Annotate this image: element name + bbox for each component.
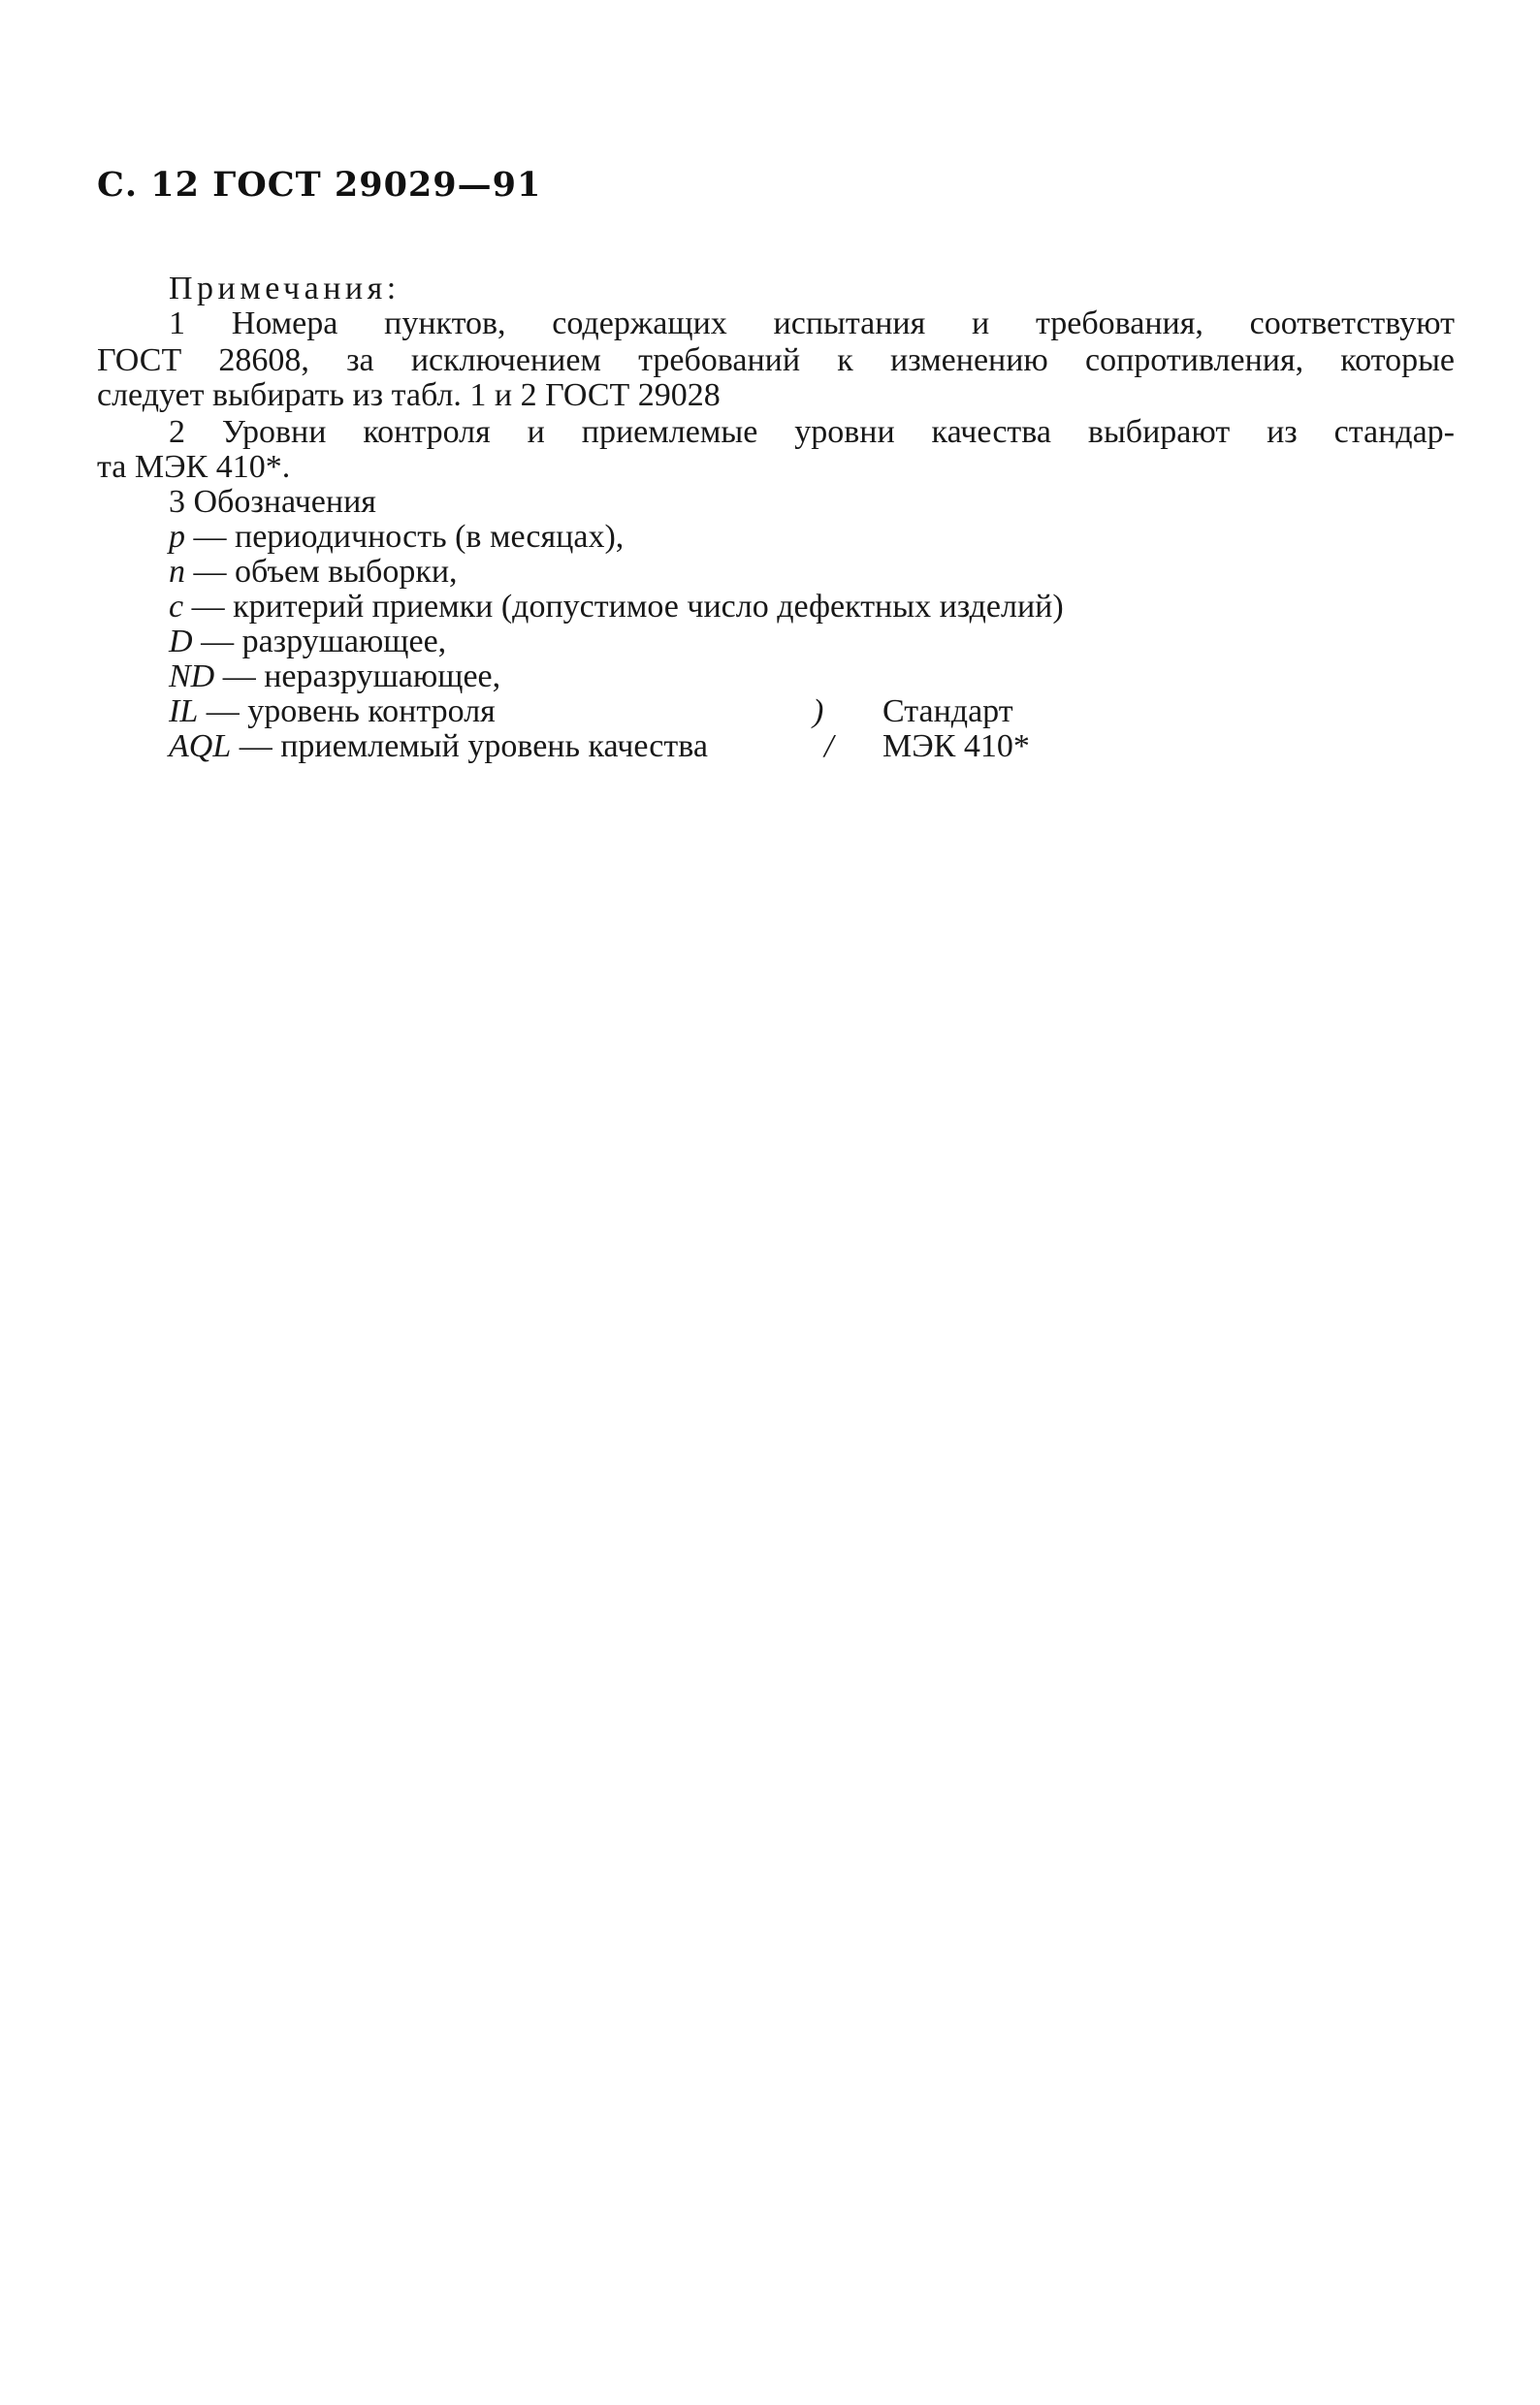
symbol-definition: — критерий приемки (допустимое число дефектных изделий) — [183, 589, 1064, 625]
symbol-line-n — [169, 553, 458, 592]
symbol: c — [169, 589, 184, 625]
symbol-line-d — [169, 623, 446, 661]
symbol-definition: — объем выборки, — [185, 554, 458, 590]
symbol: D — [169, 624, 193, 659]
symbol-definition: — неразрушающее, — [214, 658, 501, 694]
symbol-line-c — [169, 588, 1064, 626]
note-1-line-2: ГОСТ 28608, за исключением требований к изменению сопротивления, которые — [97, 342, 1455, 378]
note-1-line-1: 1 Номера пунктов, содержащих испытания и требования, соответствуют — [169, 305, 1455, 341]
symbol-definition: — уровень контроля — [198, 693, 496, 729]
symbol-line-il — [169, 692, 496, 731]
note-1-line-3: следует выбирать из табл. 1 и 2 ГОСТ 29028 — [97, 377, 721, 413]
note-2-line-1: 2 Уровни контроля и приемлемые уровни качества выбирают из стандар- — [169, 414, 1455, 450]
symbol-definition: — периодичность (в месяцах), — [185, 519, 625, 555]
brace-top: ) — [813, 693, 824, 729]
symbol-line-aql — [169, 727, 708, 766]
note-2-line-2: та МЭК 410*. — [97, 449, 291, 485]
symbol-definition: — приемлемый уровень качества — [231, 728, 708, 764]
symbol-line-nd — [169, 657, 500, 696]
page-header: С. 12 ГОСТ 29029—91 — [97, 165, 542, 205]
symbol: ND — [169, 658, 215, 694]
symbol-line-p — [169, 518, 624, 557]
note-3-heading: 3 Обозначения — [169, 484, 376, 520]
standard-ref-line-1: Стандарт — [882, 693, 1013, 729]
symbol: p — [169, 519, 185, 555]
symbol-definition: — разрушающее, — [192, 624, 447, 659]
symbol: AQL — [169, 728, 232, 764]
standard-ref-line-2: МЭК 410* — [882, 728, 1030, 764]
brace-bottom: / — [824, 728, 834, 764]
symbol: n — [169, 554, 185, 590]
notes-heading: Примечания: — [169, 271, 401, 306]
symbol: IL — [169, 693, 199, 729]
